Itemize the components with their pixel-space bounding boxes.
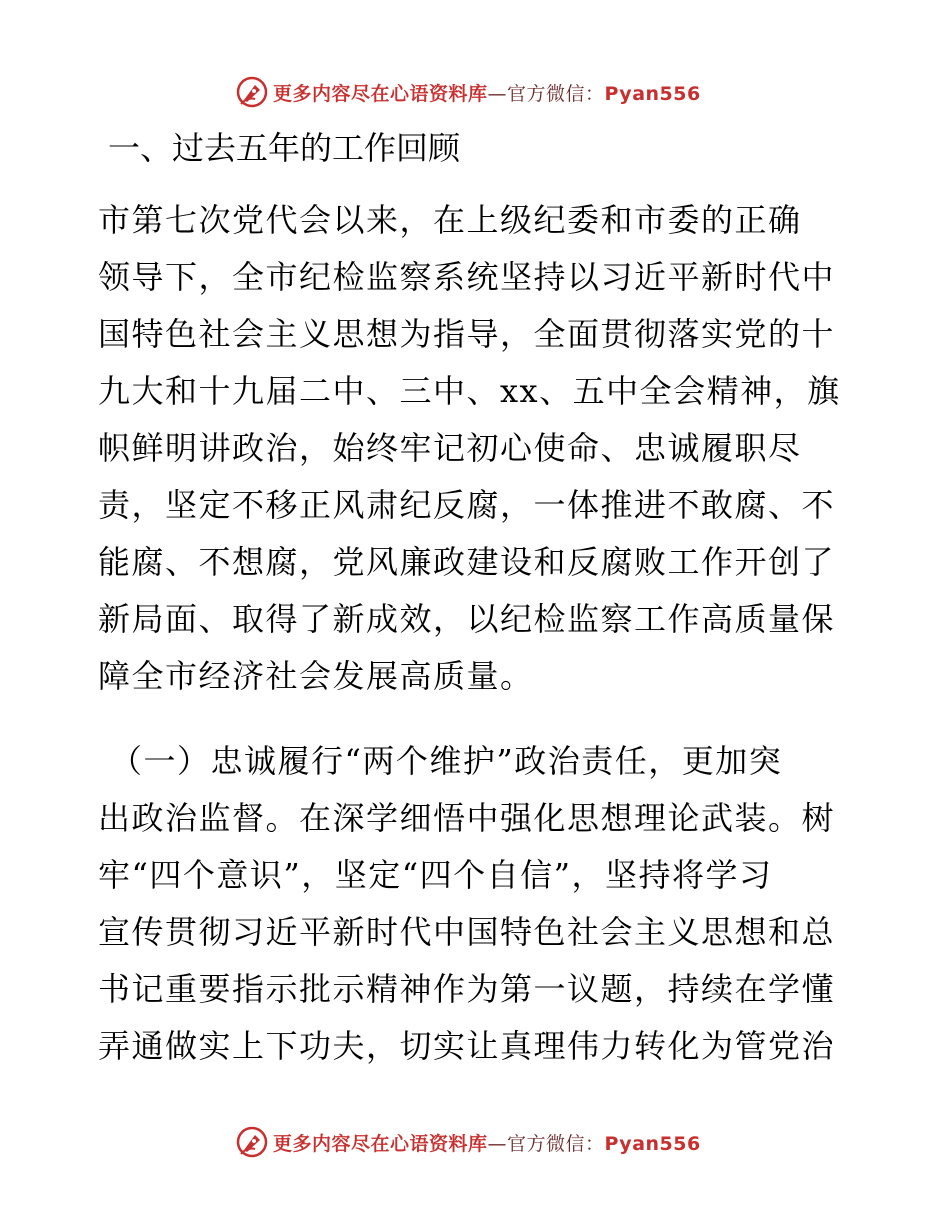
pen-nib-logo-icon xyxy=(235,75,269,109)
paragraph1-line: 市第七次党代会以来，在上级纪委和市委的正确 xyxy=(98,201,802,239)
header-banner-sub: 官方微信： xyxy=(507,82,605,105)
paragraph1-line: 障全市经济社会发展高质量。 xyxy=(98,657,534,695)
paragraph2-line: 出政治监督。在深学细悟中强化思想理论武装。树 xyxy=(98,799,836,837)
paragraph1-line: 新局面、取得了新成效，以纪检监察工作高质量保 xyxy=(98,600,836,638)
paragraph2-line: 书记重要指示批示精神作为第一议题，持续在学懂 xyxy=(98,970,836,1008)
paragraph1-line: 领导下，全市纪检监察系统坚持以习近平新时代中 xyxy=(98,258,836,296)
footer-banner-text xyxy=(273,1129,701,1156)
paragraph1-line: 能腐、不想腐，党风廉政建设和反腐败工作开创了 xyxy=(98,543,836,581)
paragraph2-line: 牢“四个意识”，坚定“四个自信”，坚持将学习 xyxy=(98,856,773,894)
paragraph1-line: 九大和十九届二中、三中、xx、五中全会精神，旗 xyxy=(98,372,841,410)
paragraph1-line: 国特色社会主义思想为指导，全面贯彻落实党的十 xyxy=(98,315,836,353)
footer-watermark-banner xyxy=(235,1122,755,1162)
paragraph1-line: 责，坚定不移正风肃纪反腐，一体推进不敢腐、不 xyxy=(98,486,836,524)
pen-nib-logo-icon xyxy=(235,1125,269,1159)
section-heading: 一、过去五年的工作回顾 xyxy=(108,129,461,167)
paragraph2-line: 宣传贯彻习近平新时代中国特色社会主义思想和总 xyxy=(98,913,836,951)
header-watermark-banner xyxy=(235,72,755,112)
header-banner-text xyxy=(273,79,701,106)
paragraph2-line: （一）忠诚履行“两个维护”政治责任，更加突 xyxy=(110,742,783,780)
paragraph1-line: 帜鲜明讲政治，始终牢记初心使命、忠诚履职尽 xyxy=(98,429,802,467)
paragraph2-line: 弄通做实上下功夫，切实让真理伟力转化为管党治 xyxy=(98,1027,836,1065)
header-banner-wechat-id: Pyan556 xyxy=(604,82,701,105)
footer-banner-main: 更多内容尽在心语资料库 xyxy=(273,1132,488,1155)
footer-banner-dash: — xyxy=(487,1132,508,1155)
footer-banner-wechat-id: Pyan556 xyxy=(604,1132,701,1155)
header-banner-main: 更多内容尽在心语资料库 xyxy=(273,82,488,105)
header-banner-dash: — xyxy=(487,82,508,105)
footer-banner-sub: 官方微信： xyxy=(507,1132,605,1155)
